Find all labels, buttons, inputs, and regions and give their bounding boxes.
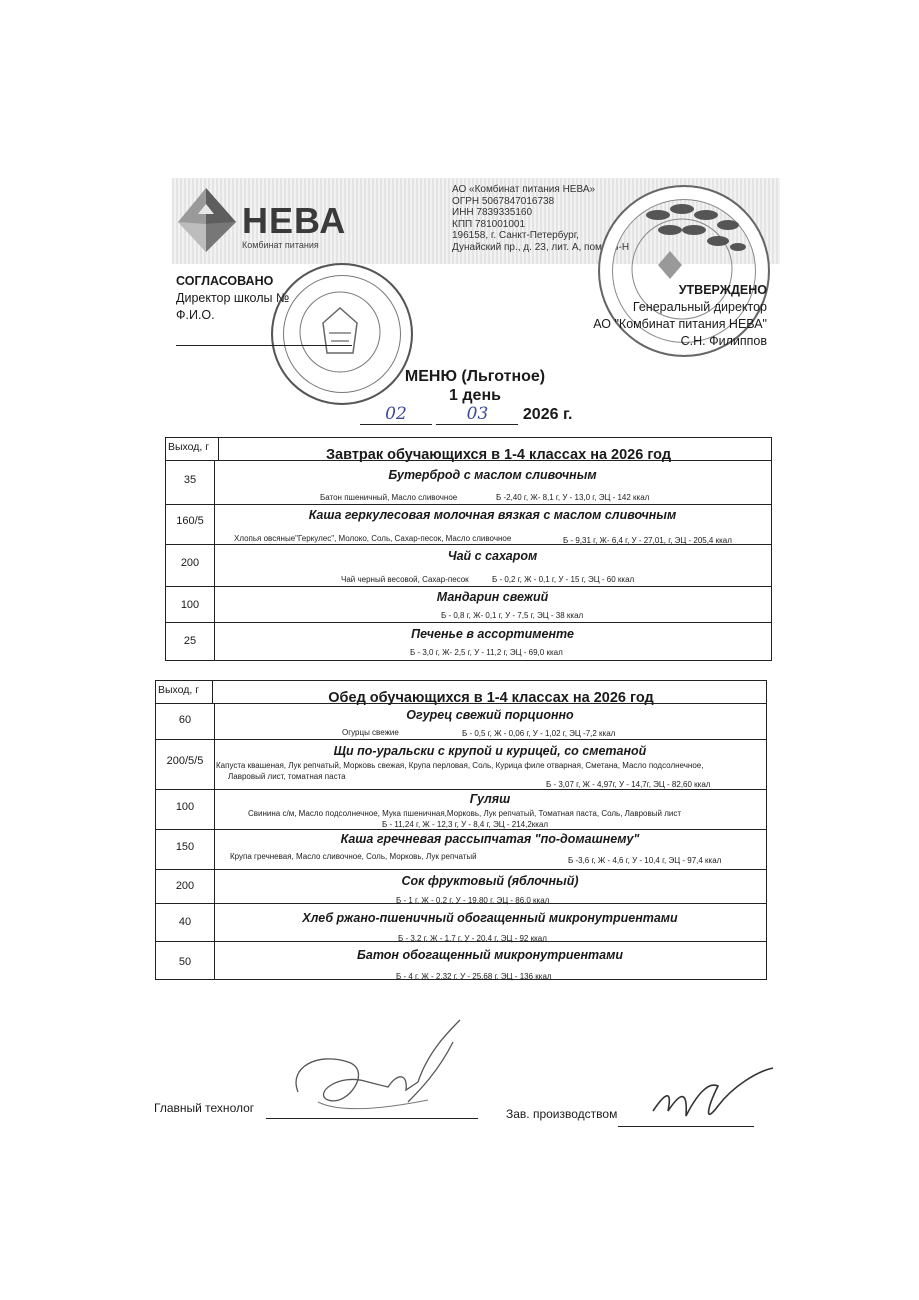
menu-title-text: МЕНЮ (Льготное) (404, 368, 546, 385)
table-row (166, 460, 771, 505)
date-day: 02 (385, 404, 407, 424)
row-out: 150 (175, 841, 195, 853)
row-dish: Каша геркулесовая молочная вязкая с маслом сливочным (308, 508, 677, 522)
row-dish: Батон обогащенный микронутриентами (357, 948, 623, 962)
agreed-title: СОГЛАСОВАНО (176, 274, 274, 288)
agreed-block (176, 273, 289, 324)
table-row (156, 941, 766, 980)
row-out: 100 (175, 801, 195, 813)
table-row (156, 739, 766, 790)
row-nutrition: Б -2,40 г, Ж- 8,1 г, У - 13,0 г, ЭЦ - 142 ккал (496, 493, 650, 502)
menu-date (360, 404, 600, 425)
row-ingredients: Крупа гречневая, Масло сливочное, Соль, Морковь, Лук репчатый (230, 852, 477, 861)
row-out: 35 (183, 474, 197, 486)
table-row (166, 622, 771, 661)
row-nutrition: Б -3,6 г, Ж - 4,6 г, У - 10,4 г, ЭЦ - 97,4 ккал (568, 856, 722, 865)
breakfast-title: Завтрак обучающихся в 1-4 классах на 2026 год (325, 447, 672, 463)
table-row (156, 869, 766, 904)
row-nutrition: Б - 4 г, Ж - 2,32 г, У - 25,68 г, ЭЦ - 136 ккал (396, 972, 552, 981)
lunch-table (155, 680, 767, 980)
agreed-director: Директор школы № (176, 291, 290, 305)
row-ingredients: Чай черный весовой, Сахар-песок (341, 575, 469, 584)
logo-word: НЕВА (242, 200, 347, 241)
row-nutrition: Б - 3,07 г, Ж - 4,97г, У - 14,7г, ЭЦ - 82,60 ккал (546, 780, 711, 789)
row-nutrition: Б - 3,0 г, Ж- 2,5 г, У - 11,2 г, ЭЦ - 69,0 ккал (410, 648, 563, 657)
row-out: 200/5/5 (166, 755, 204, 767)
row-ingredients-2: Лавровый лист, томатная паста (228, 772, 346, 781)
agreed-signature-line (176, 345, 352, 346)
approved-title: УТВЕРЖДЕНО (678, 283, 767, 297)
agreed-fio: Ф.И.О. (176, 308, 215, 322)
approved-position: Генеральный директор (632, 300, 767, 314)
row-nutrition: Б - 3,2 г, Ж - 1,7 г, У - 20,4 г, ЭЦ - 92 ккал (398, 934, 547, 943)
production-manager-label: Зав. производством (506, 1107, 618, 1121)
table-row (156, 829, 766, 870)
table-row (166, 544, 771, 587)
row-dish: Каша гречневая рассыпчатая "по-домашнему" (340, 832, 640, 846)
company-line: ОГРН 5067847016738 (452, 195, 555, 207)
table-row (156, 789, 766, 830)
row-nutrition: Б - 11,24 г, Ж - 12,3 г, У - 8,4 г, ЭЦ - 214,2ккал (382, 820, 549, 829)
table-row (166, 504, 771, 545)
row-dish: Мандарин свежий (436, 590, 549, 604)
row-nutrition: Б - 9,31 г, Ж- 6,4 г, У - 27,01, г, ЭЦ - 205,4 ккал (563, 536, 732, 545)
technologist-signature-icon (278, 1012, 468, 1122)
row-out: 160/5 (176, 515, 204, 527)
row-dish: Чай с сахаром (447, 549, 538, 563)
row-out: 200 (175, 880, 195, 892)
date-month: 03 (466, 404, 489, 424)
row-dish: Хлеб ржано-пшеничный обогащенный микронутриентами (302, 911, 678, 925)
manager-signature-icon (648, 1066, 778, 1136)
row-nutrition: Б - 0,8 г, Ж- 0,1 г, У - 7,5 г, ЭЦ - 38 ккал (441, 611, 584, 620)
chief-technologist-label: Главный технолог (154, 1101, 255, 1115)
row-nutrition: Б - 0,5 г, Ж - 0,06 г, У - 1,02 г, ЭЦ -7,2 ккал (462, 729, 616, 738)
company-line: 196158, г. Санкт-Петербург, (452, 230, 579, 242)
row-ingredients: Батон пшеничный, Масло сливочное (320, 493, 458, 502)
row-ingredients: Хлопья овсяные"Геркулес", Молоко, Соль, Сахар-песок, Масло сливочное (234, 534, 512, 543)
company-line: Дунайский пр., д. 23, лит. А, пом. 16-Н (452, 241, 630, 253)
row-nutrition: Б - 1 г, Ж - 0,2 г, У - 19,80 г, ЭЦ - 86,0 ккал (396, 896, 550, 905)
row-dish: Щи по-уральски с крупой и курицей, со сметаной (333, 744, 647, 758)
row-dish: Сок фруктовый (яблочный) (401, 874, 579, 888)
menu-title (360, 367, 590, 405)
company-line: ИНН 7839335160 (452, 207, 533, 219)
approved-company: АО "Комбинат питания НЕВА" (593, 317, 767, 331)
table-row (166, 586, 771, 623)
row-dish: Огурец свежий порционно (406, 708, 574, 722)
row-out: 100 (180, 599, 200, 611)
row-dish: Печенье в ассортименте (411, 627, 574, 641)
out-header: Выход, г (158, 684, 200, 696)
table-row (156, 703, 766, 740)
row-out: 40 (178, 916, 192, 928)
out-header: Выход, г (168, 441, 210, 453)
row-dish: Бутерброд с маслом сливочным (388, 468, 597, 482)
row-out: 50 (178, 956, 192, 968)
row-ingredients: Капуста квашеная, Лук репчатый, Морковь свежая, Крупа перловая, Соль, Курица филе отварная, Сметана, Масло подсолнечное, (216, 761, 704, 770)
row-out: 60 (178, 714, 192, 726)
row-ingredients: Свинина с/м, Масло подсолнечное, Мука пшеничная,Морковь, Лук репчатый, Томатная паста, Соль, Лавровый лист (248, 809, 681, 818)
company-line: АО «Комбинат питания НЕВА» (452, 184, 596, 195)
row-nutrition: Б - 0,2 г, Ж - 0,1 г, У - 15 г, ЭЦ - 60 ккал (492, 575, 635, 584)
row-dish: Гуляш (469, 792, 511, 806)
menu-day: 1 день (449, 387, 501, 404)
logo-subtitle: Комбинат питания (242, 240, 319, 250)
date-year: 2026 г. (522, 406, 573, 423)
approved-name: С.Н. Филиппов (680, 334, 767, 348)
row-out: 25 (183, 635, 197, 647)
approved-block (593, 282, 767, 350)
company-line: КПП 781001001 (452, 218, 526, 230)
row-out: 200 (180, 557, 200, 569)
lunch-title: Обед обучающихся в 1-4 классах на 2026 год (328, 690, 654, 706)
breakfast-table (165, 437, 772, 661)
table-row (156, 903, 766, 942)
row-ingredients: Огурцы свежие (342, 728, 399, 737)
